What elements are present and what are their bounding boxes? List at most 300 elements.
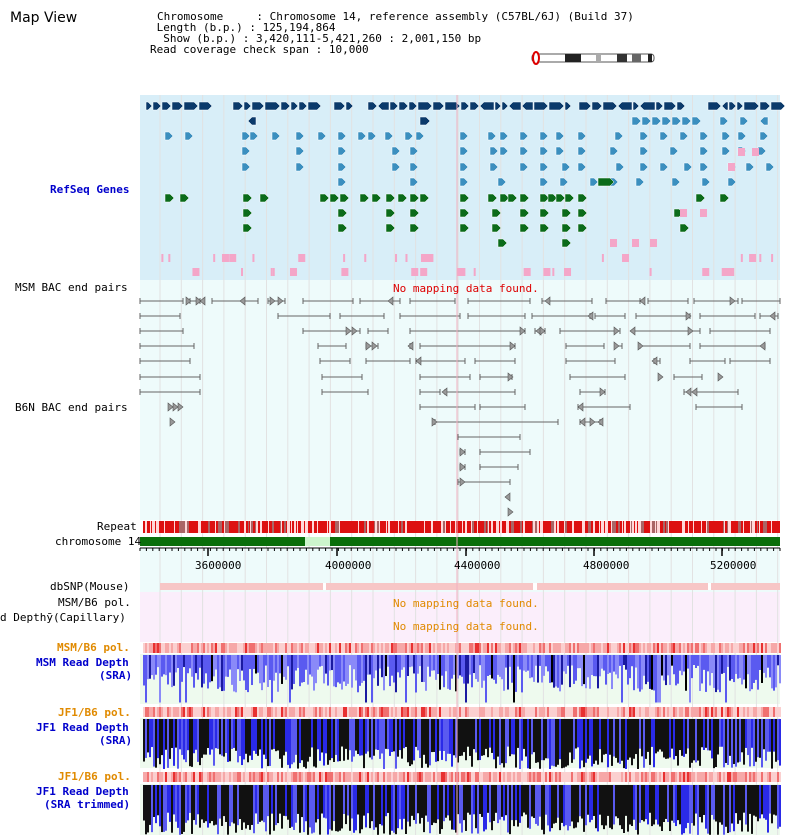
depth-bar: [757, 719, 759, 757]
depth-bar: [191, 719, 193, 767]
depth-bar: [707, 785, 709, 834]
polymorphism-cell: [573, 772, 575, 782]
depth-bar: [425, 785, 427, 816]
polymorphism-cell: [341, 643, 343, 653]
depth-bar: [169, 719, 171, 759]
depth-bar: [227, 719, 229, 762]
polymorphism-cell: [253, 707, 255, 717]
polymorphism-cell: [481, 643, 483, 653]
depth-bar: [723, 785, 725, 835]
polymorphism-cell: [671, 643, 673, 653]
depth-bar: [213, 655, 215, 676]
depth-bar: [553, 655, 555, 688]
depth-bar: [765, 719, 767, 761]
polymorphism-cell: [677, 643, 679, 653]
depth-bar: [613, 719, 615, 756]
depth-bar: [689, 785, 691, 834]
depth-bar: [373, 655, 375, 678]
polymorphism-cell: [691, 643, 693, 653]
repeat-element: [770, 521, 771, 533]
depth-bar: [623, 655, 625, 665]
polymorphism-cell: [699, 707, 701, 717]
depth-bar: [421, 719, 423, 768]
polymorphism-cell: [325, 772, 327, 782]
polymorphism-cell: [233, 707, 235, 717]
repeat-element: [667, 521, 668, 533]
depth-bar: [453, 655, 455, 675]
depth-bar: [669, 655, 671, 685]
depth-bar: [153, 655, 155, 680]
depth-bar: [213, 785, 215, 825]
polymorphism-cell: [765, 707, 767, 717]
polymorphism-cell: [437, 772, 439, 782]
repeat-element: [349, 521, 352, 533]
depth-bar: [769, 655, 771, 677]
chromosome-value: Chromosome 14, reference assembly (C57BL/6J) (Build 37): [269, 10, 634, 23]
polymorphism-cell: [391, 707, 393, 717]
depth-bar: [695, 785, 697, 814]
repeat-element: [570, 521, 572, 533]
depth-bar: [303, 719, 305, 767]
depth-bar: [555, 719, 557, 767]
depth-bar: [561, 719, 563, 768]
polymorphism-cell: [695, 772, 697, 782]
depth-bar: [683, 785, 685, 833]
polymorphism-cell: [195, 772, 197, 782]
polymorphism-cell: [221, 643, 223, 653]
chromosome-ideogram[interactable]: [532, 52, 654, 64]
gene-feature: [632, 239, 639, 247]
depth-bar: [727, 655, 729, 667]
polymorphism-cell: [689, 772, 691, 782]
polymorphism-cell: [573, 707, 575, 717]
polymorphism-cell: [395, 643, 397, 653]
depth-bar: [475, 655, 477, 679]
polymorphism-cell: [167, 643, 169, 653]
repeat-element: [253, 521, 255, 533]
polymorphism-cell: [299, 772, 301, 782]
depth-bar: [225, 655, 227, 677]
polymorphism-cell: [571, 772, 573, 782]
repeat-element: [691, 521, 693, 533]
polymorphism-cell: [419, 707, 421, 717]
depth-bar: [639, 785, 641, 823]
depth-bar: [473, 785, 475, 814]
depth-bar: [635, 655, 637, 668]
depth-bar: [211, 719, 213, 749]
polymorphism-cell: [687, 643, 689, 653]
polymorphism-cell: [333, 772, 335, 782]
polymorphism-cell: [273, 707, 275, 717]
polymorphism-cell: [157, 643, 159, 653]
gene-feature: [420, 268, 427, 276]
depth-bar: [415, 719, 417, 747]
polymorphism-cell: [605, 772, 607, 782]
depth-bar: [285, 655, 287, 680]
depth-bar: [495, 719, 497, 768]
polymorphism-cell: [609, 707, 611, 717]
polymorphism-cell: [189, 772, 191, 782]
depth-bar: [307, 719, 309, 762]
depth-bar: [173, 655, 175, 686]
polymorphism-cell: [391, 643, 393, 653]
depth-bar: [665, 719, 667, 759]
polymorphism-cell: [659, 772, 661, 782]
polymorphism-cell: [715, 772, 717, 782]
repeat-element: [757, 521, 758, 533]
polymorphism-cell: [289, 772, 291, 782]
depth-bar: [489, 719, 491, 748]
repeat-element: [738, 521, 741, 533]
polymorphism-cell: [285, 707, 287, 717]
gene-feature: [650, 268, 652, 276]
polymorphism-cell: [497, 772, 499, 782]
depth-bar: [365, 655, 367, 703]
polymorphism-cell: [157, 707, 159, 717]
repeat-element: [258, 521, 260, 533]
polymorphism-cell: [335, 772, 337, 782]
depth-bar: [651, 785, 653, 826]
depth-bar: [335, 719, 337, 755]
repeat-element: [604, 521, 605, 533]
depth-bar: [505, 785, 507, 815]
depth-bar: [263, 655, 265, 682]
polymorphism-cell: [585, 772, 587, 782]
polymorphism-cell: [517, 772, 519, 782]
polymorphism-cell: [753, 772, 755, 782]
polymorphism-cell: [399, 707, 401, 717]
polymorphism-cell: [705, 707, 707, 717]
depth-bar: [235, 655, 237, 692]
polymorphism-cell: [407, 707, 409, 717]
depth-bar: [549, 655, 551, 683]
polymorphism-cell: [529, 643, 531, 653]
polymorphism-cell: [713, 707, 715, 717]
polymorphism-cell: [169, 707, 171, 717]
depth-bar: [481, 655, 483, 688]
polymorphism-cell: [779, 772, 781, 782]
gene-feature: [543, 268, 550, 276]
polymorphism-cell: [359, 707, 361, 717]
polymorphism-cell: [163, 772, 165, 782]
polymorphism-cell: [645, 643, 647, 653]
depth-bar: [315, 655, 317, 683]
polymorphism-cell: [499, 643, 501, 653]
polymorphism-cell: [187, 707, 189, 717]
polymorphism-cell: [661, 643, 663, 653]
polymorphism-cell: [697, 643, 699, 653]
depth-bar: [631, 655, 633, 666]
depth-bar: [247, 785, 249, 825]
depth-bar: [757, 785, 759, 821]
polymorphism-cell: [755, 643, 757, 653]
label-jf1-read-depth-2: JF1 Read Depth: [36, 785, 129, 798]
repeat-element: [486, 521, 487, 533]
depth-bar: [333, 655, 335, 686]
label-msm-bac: MSM BAC end pairs: [15, 281, 128, 294]
polymorphism-cell: [143, 772, 145, 782]
polymorphism-cell: [567, 643, 569, 653]
depth-bar: [407, 655, 409, 676]
depth-bar: [497, 719, 499, 757]
polymorphism-cell: [715, 707, 717, 717]
polymorphism-cell: [709, 772, 711, 782]
polymorphism-cell: [167, 772, 169, 782]
depth-bar: [459, 655, 461, 675]
depth-bar: [539, 719, 541, 769]
polymorphism-cell: [583, 643, 585, 653]
depth-bar: [531, 655, 533, 677]
depth-bar: [393, 785, 395, 833]
polymorphism-cell: [257, 772, 259, 782]
depth-bar: [751, 655, 753, 689]
polymorphism-cell: [149, 643, 151, 653]
depth-bar: [573, 719, 575, 759]
depth-bar: [225, 785, 227, 822]
depth-bar: [613, 785, 615, 824]
polymorphism-cell: [421, 707, 423, 717]
polymorphism-cell: [373, 772, 375, 782]
polymorphism-cell: [317, 643, 319, 653]
polymorphism-cell: [685, 772, 687, 782]
polymorphism-cell: [463, 772, 465, 782]
depth-bar: [517, 785, 519, 827]
axis-tick-label: 4800000: [583, 559, 630, 572]
depth-bar: [329, 719, 331, 760]
polymorphism-cell: [183, 707, 185, 717]
depth-bar: [315, 785, 317, 822]
polymorphism-cell: [277, 707, 279, 717]
polymorphism-cell: [771, 643, 773, 653]
polymorphism-cell: [725, 707, 727, 717]
polymorphism-cell: [601, 643, 603, 653]
polymorphism-cell: [597, 643, 599, 653]
depth-bar: [525, 719, 527, 757]
depth-bar: [263, 785, 265, 822]
polymorphism-cell: [389, 643, 391, 653]
label-dbsnp: dbSNP(Mouse): [50, 580, 130, 593]
polymorphism-cell: [193, 707, 195, 717]
polymorphism-cell: [435, 643, 437, 653]
depth-bar: [211, 655, 213, 681]
depth-bar: [745, 655, 747, 688]
depth-bar: [451, 785, 453, 830]
depth-bar: [683, 719, 685, 757]
polymorphism-cell: [611, 772, 613, 782]
depth-bar: [197, 655, 199, 680]
depth-bar: [371, 785, 373, 821]
depth-bar: [233, 785, 235, 823]
polymorphism-cell: [383, 772, 385, 782]
polymorphism-cell: [283, 772, 285, 782]
polymorphism-cell: [271, 643, 273, 653]
polymorphism-cell: [379, 707, 381, 717]
polymorphism-cell: [275, 643, 277, 653]
depth-bar: [263, 719, 265, 755]
repeat-element: [374, 521, 375, 533]
gene-feature: [610, 239, 617, 247]
polymorphism-cell: [513, 707, 515, 717]
depth-bar: [519, 655, 521, 670]
depth-bar: [475, 785, 477, 828]
depth-bar: [637, 655, 639, 688]
depth-bar: [381, 719, 383, 753]
repeat-element: [514, 521, 517, 533]
polymorphism-cell: [207, 643, 209, 653]
polymorphism-cell: [267, 772, 269, 782]
depth-bar: [505, 655, 507, 668]
depth-bar: [677, 719, 679, 766]
depth-bar: [643, 719, 645, 768]
depth-bar: [221, 655, 223, 691]
polymorphism-cell: [759, 772, 761, 782]
depth-bar: [237, 655, 239, 669]
depth-bar: [431, 785, 433, 825]
depth-bar: [337, 655, 339, 682]
depth-bar: [347, 655, 349, 684]
depth-bar: [761, 719, 763, 767]
depth-bar: [209, 655, 211, 682]
depth-bar: [645, 655, 647, 684]
depth-bar: [459, 719, 461, 756]
polymorphism-cell: [337, 772, 339, 782]
depth-bar: [563, 719, 565, 768]
polymorphism-cell: [627, 707, 629, 717]
depth-bar: [637, 719, 639, 769]
polymorphism-cell: [555, 643, 557, 653]
depth-bar: [701, 785, 703, 822]
polymorphism-cell: [275, 707, 277, 717]
polymorphism-cell: [581, 772, 583, 782]
depth-bar: [185, 719, 187, 762]
polymorphism-cell: [577, 707, 579, 717]
depth-bar: [361, 655, 363, 683]
depth-bar: [169, 785, 171, 822]
polymorphism-cell: [365, 707, 367, 717]
polymorphism-cell: [451, 707, 453, 717]
polymorphism-cell: [663, 643, 665, 653]
label-repeat: Repeat: [97, 520, 137, 533]
polymorphism-cell: [591, 772, 593, 782]
repeat-element: [744, 521, 747, 533]
polymorphism-cell: [595, 772, 597, 782]
polymorphism-cell: [619, 707, 621, 717]
polymorphism-cell: [269, 643, 271, 653]
polymorphism-cell: [599, 707, 601, 717]
polymorphism-cell: [309, 643, 311, 653]
depth-bar: [487, 719, 489, 757]
polymorphism-cell: [721, 707, 723, 717]
polymorphism-cell: [225, 772, 227, 782]
depth-bar: [151, 655, 153, 675]
depth-bar: [567, 719, 569, 765]
polymorphism-cell: [259, 707, 261, 717]
polymorphism-cell: [247, 707, 249, 717]
polymorphism-cell: [645, 772, 647, 782]
polymorphism-cell: [237, 643, 239, 653]
depth-bar: [415, 785, 417, 824]
polymorphism-cell: [287, 707, 289, 717]
polymorphism-cell: [603, 707, 605, 717]
repeat-element: [308, 521, 310, 533]
depth-bar: [513, 719, 515, 754]
depth-bar: [769, 719, 771, 752]
repeat-element: [356, 521, 358, 533]
depth-bar: [639, 719, 641, 749]
polymorphism-cell: [625, 707, 627, 717]
polymorphism-cell: [253, 772, 255, 782]
depth-bar: [261, 785, 263, 821]
depth-bar: [547, 719, 549, 758]
depth-bar: [479, 655, 481, 665]
depth-bar: [301, 785, 303, 817]
depth-bar: [717, 719, 719, 754]
polymorphism-cell: [235, 772, 237, 782]
polymorphism-cell: [313, 772, 315, 782]
depth-bar: [385, 785, 387, 816]
polymorphism-cell: [449, 772, 451, 782]
polymorphism-cell: [363, 707, 365, 717]
depth-bar: [681, 655, 683, 675]
depth-bar: [777, 655, 779, 665]
polymorphism-cell: [639, 772, 641, 782]
depth-bar: [399, 785, 401, 819]
polymorphism-cell: [735, 772, 737, 782]
depth-bar: [559, 719, 561, 759]
polymorphism-cell: [717, 643, 719, 653]
depth-bar: [269, 719, 271, 766]
polymorphism-cell: [571, 643, 573, 653]
depth-bar: [295, 655, 297, 671]
polymorphism-cell: [373, 643, 375, 653]
depth-bar: [295, 719, 297, 755]
depth-bar: [249, 655, 251, 669]
polymorphism-cell: [751, 707, 753, 717]
polymorphism-cell: [651, 643, 653, 653]
depth-bar: [337, 785, 339, 832]
depth-bar: [387, 785, 389, 813]
depth-bar: [485, 719, 487, 749]
polymorphism-cell: [597, 772, 599, 782]
depth-bar: [279, 785, 281, 814]
polymorphism-cell: [749, 643, 751, 653]
polymorphism-cell: [573, 643, 575, 653]
polymorphism-cell: [665, 772, 667, 782]
depth-bar: [607, 655, 609, 674]
depth-bar: [503, 785, 505, 821]
polymorphism-cell: [325, 707, 327, 717]
depth-bar: [243, 655, 245, 680]
polymorphism-cell: [619, 643, 621, 653]
polymorphism-cell: [641, 707, 643, 717]
depth-bar: [491, 785, 493, 830]
depth-bar: [175, 719, 177, 748]
depth-bar: [545, 719, 547, 758]
repeat-element: [387, 521, 388, 533]
depth-bar: [267, 655, 269, 687]
depth-bar: [349, 655, 351, 665]
polymorphism-cell: [359, 772, 361, 782]
depth-bar: [547, 655, 549, 671]
depth-bar: [433, 655, 435, 670]
depth-bar: [741, 655, 743, 684]
repeat-element: [337, 521, 338, 533]
polymorphism-cell: [189, 643, 191, 653]
polymorphism-cell: [635, 772, 637, 782]
polymorphism-cell: [181, 643, 183, 653]
polymorphism-cell: [467, 772, 469, 782]
repeat-element: [175, 521, 179, 533]
